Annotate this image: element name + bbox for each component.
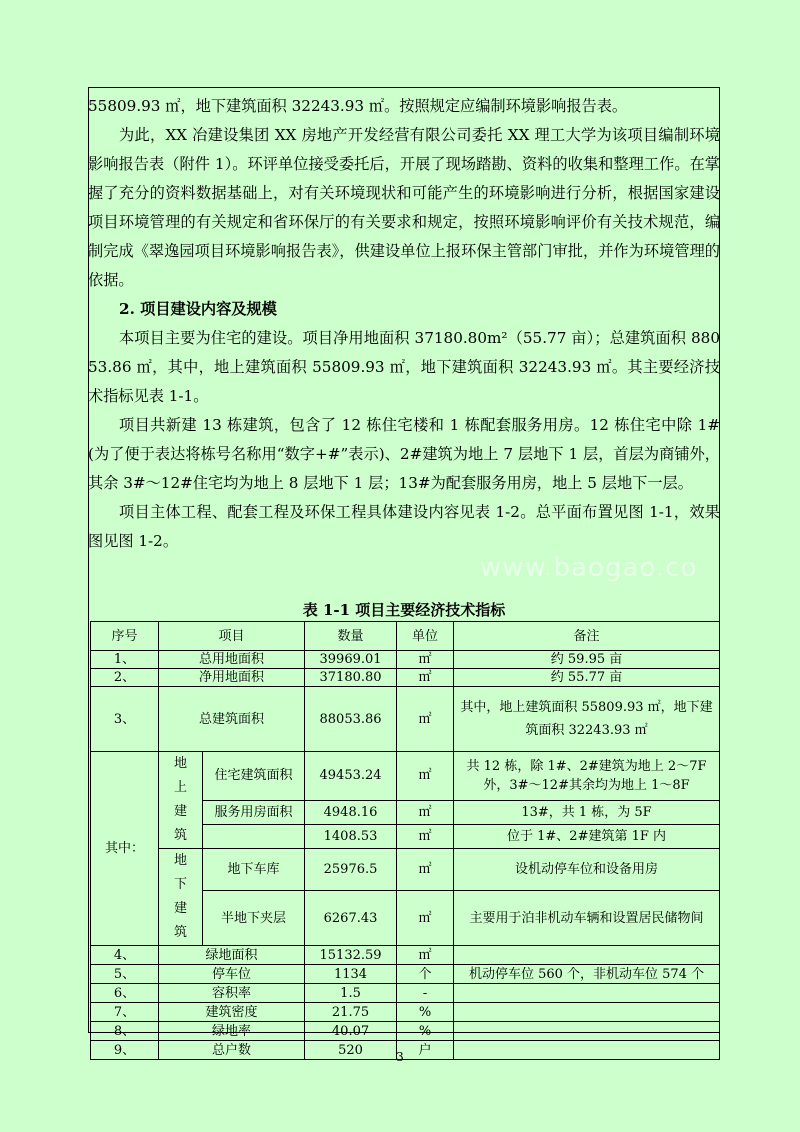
- table-row: 1408.53 ㎡ 位于 1#、2#建筑第 1F 内: [91, 824, 720, 848]
- table-title: 表 1-1 项目主要经济技术指标: [302, 601, 506, 619]
- table-row: 6、 容积率 1.5 -: [91, 984, 720, 1003]
- group-label: 其中：: [91, 752, 159, 946]
- paragraph-layout: 项目主体工程、配套工程及环保工程具体建设内容见表 1-2。总平面布置见图 1-1，效果图见图 1-2。: [88, 503, 720, 550]
- header-qty: 数量: [305, 622, 397, 651]
- header-item: 项目: [159, 622, 305, 651]
- header-unit: 单位: [397, 622, 454, 651]
- paragraph-continuation: 55809.93 ㎡，地下建筑面积 32243.93 ㎡。按照规定应编制环境影响报告表。: [88, 97, 628, 115]
- table-row: 服务用房面积 4948.16 ㎡ 13#，共 1 栋，为 5F: [91, 800, 720, 824]
- table-header-row: [91, 622, 720, 651]
- table-row: 3、 总建筑面积 88053.86 ㎡ 其中，地上建筑面积 55809.93 ㎡，地下建筑面积 32243.93 ㎡: [91, 687, 720, 752]
- below-ground-label: 地下建筑: [159, 849, 203, 946]
- table-row: 其中： 地上建筑 住宅建筑面积 49453.24 ㎡ 共 12 栋，除 1#、2#建筑为地上 2～7F 外，3#～12#其余均为地上 1～8F: [91, 752, 720, 801]
- table-row: 半地下夹层 6267.43 ㎡ 主要用于泊非机动车辆和设置居民储物间: [91, 891, 720, 946]
- page-number: 3: [396, 1050, 404, 1064]
- header-no: 序号: [91, 622, 159, 651]
- watermark: www.baogao.co: [480, 553, 698, 583]
- table-row: 7、 建筑密度 21.75 %: [91, 1003, 720, 1022]
- paragraph-scope: 本项目主要为住宅的建设。项目净用地面积 37180.80m²（55.77 亩）；总建筑面积 88053.86 ㎡，其中，地上建筑面积 55809.93 ㎡，地下建筑面积 32243.93 ㎡。其主要经济技术指标见表 1-1。: [88, 329, 720, 405]
- above-ground-label: 地上建筑: [159, 752, 203, 849]
- paragraph-buildings: 项目共新建 13 栋建筑，包含了 12 栋住宅楼和 1 栋配套服务用房。12 栋住宅中除 1#(为了便于表达将栋号名称用“数字+#”表示)、2#建筑为地上 7 层地下 1 层，首层为商铺外，其余 3#～12#住宅均为地上 8 层地下 1 层；13#为配套服务用房，地上 5 层地下一层。: [88, 416, 720, 492]
- table-row: 4、 绿地面积 15132.59 ㎡: [91, 946, 720, 965]
- tech-indicator-table: [90, 621, 720, 1060]
- table-row: 2、 净用地面积 37180.80 ㎡ 约 55.77 亩: [91, 669, 720, 687]
- paragraph-commission: 为此，XX 冶建设集团 XX 房地产开发经营有限公司委托 XX 理工大学为该项目编制环境影响报告表（附件 1）。环评单位接受委托后，开展了现场踏勘、资料的收集和整理工作。在掌握了充分的资料数据基础上，对有关环境现状和可能产生的环境影响进行分析，根据国家建设项目环境管理的有关规定和省环保厅的有关要求和规定，按照环境影响评价有关技术规范，编制完成《翠逸园项目环境影响报告表》，供建设单位上报环保主管部门审批，并作为环境管理的依据。: [88, 126, 720, 289]
- table-row: 1、 总用地面积 39969.01 ㎡ 约 59.95 亩: [91, 651, 720, 669]
- section-heading: 2. 项目建设内容及规模: [119, 300, 277, 318]
- table-row: 地下建筑 地下车库 25976.5 ㎡ 设机动停车位和设备用房: [91, 849, 720, 891]
- table-row: 8、 绿地率 40.07 %: [91, 1022, 720, 1041]
- header-note: 备注: [454, 622, 720, 651]
- body-text: [88, 92, 720, 556]
- table-row: 9、 总户数 520 户: [91, 1041, 720, 1060]
- table-row: 5、 停车位 1134 个 机动停车位 560 个，非机动车位 574 个: [91, 965, 720, 984]
